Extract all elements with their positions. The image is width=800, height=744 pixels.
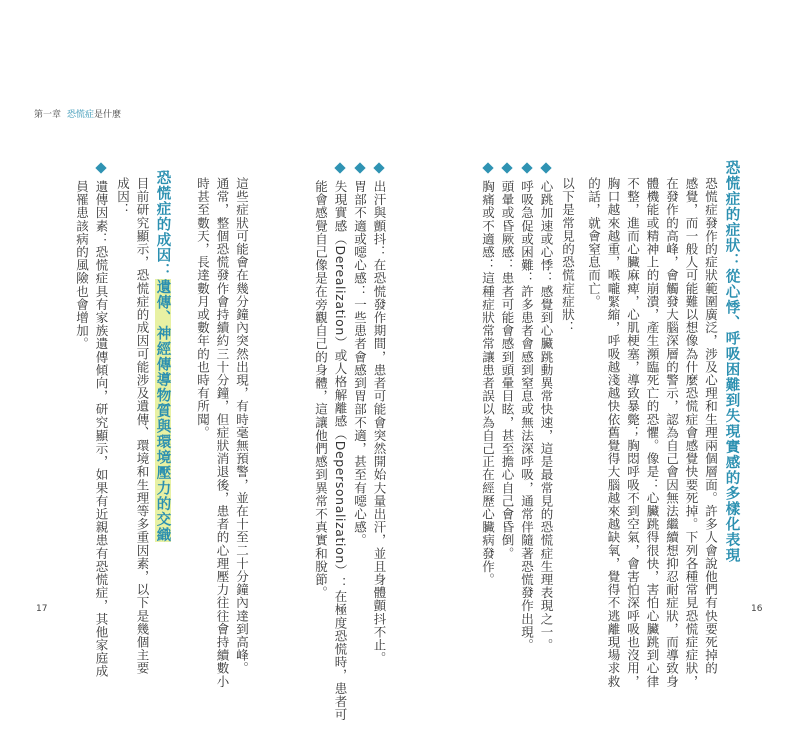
symptom-duration-paragraph xyxy=(193,177,252,688)
list-item: 胃部不適或噁心感：一些患者會感到胃部不適，甚至有噁心感。 xyxy=(350,162,370,721)
diamond-bullet-icon xyxy=(540,162,551,173)
intro-line: 胸口越來越重，喉嚨緊縮，呼吸越淺越快依舊覺得大腦越來越缺氧，覺得不逃離現場求救 xyxy=(606,177,621,688)
chapter-topic-suffix: 是什麼 xyxy=(94,110,122,120)
diamond-bullet-icon xyxy=(501,162,512,173)
intro-line: 恐慌症發作的症狀範圍廣泛，涉及心理和生理兩個層面。許多人會說他們有快要死掉的 xyxy=(703,177,719,675)
paragraph-line: 通常，整個恐慌發作會持續約三十分鐘，但症狀消退後，患者的心理壓力往往會持續數小 xyxy=(215,177,230,688)
list-item: 頭暈或昏厥感：患者可能會感到頭暈目眩，甚至擔心自己會昏倒。 xyxy=(498,162,518,652)
symptom-list-intro xyxy=(558,177,578,334)
intro-line: 感覺，而一般人可能難以想像為什麼恐慌症會感覺快要死掉。下列各種常見恐慌症症狀， xyxy=(684,177,699,688)
list-item: 呼吸急促或困難：許多患者會感到窒息或無法深呼吸，通常伴隨著恐慌發作出現。 xyxy=(517,162,537,652)
paragraph-line: 目前研究顯示，恐慌症的成因可能涉及遺傳、環境和生理等多重因素，以下是幾個主要 xyxy=(135,177,150,675)
list-item: 心跳加速或心悸：感覺到心臟跳動異常快速，這是最常見的恐慌症生理表現之一。 xyxy=(537,162,557,652)
causes-intro-paragraph xyxy=(113,177,152,675)
diamond-bullet-icon xyxy=(482,162,493,173)
symptom-bullet-list xyxy=(478,162,556,652)
list-item: 失現實感（Derealization）或人格解離感（Depersonalization）：在極度恐慌時，患者可 xyxy=(331,162,351,721)
list-item: 出汗與顫抖：在恐慌發作期間，患者可能會突然開始大量出汗，並且身體顫抖不止。 xyxy=(370,162,390,721)
diamond-bullet-icon xyxy=(521,162,532,173)
cause-bullet xyxy=(72,162,111,678)
chapter-topic: 恐慌症 xyxy=(67,110,95,120)
diamond-bullet-icon xyxy=(95,162,106,173)
list-item-continuation: 能會感覺自己像是在旁觀自己的身體，這讓他們感到異常不真實和脫節。 xyxy=(313,180,329,600)
list-item-continuation: 員罹患該病的風險也會增加。 xyxy=(74,180,90,351)
diamond-bullet-icon xyxy=(373,162,384,173)
paragraph-line: 時甚至數天，長達數月或數年的也時有所聞。 xyxy=(195,177,211,439)
intro-line: 的話，就會窒息而亡。 xyxy=(586,177,602,308)
symptoms-intro-paragraph xyxy=(584,177,721,688)
list-item: 胸痛或不適感：這種症狀常常讓患者誤以為自己正在經歷心臟病發作。 xyxy=(478,162,498,652)
list-intro-text: 以下是常見的恐慌症症狀： xyxy=(560,177,576,335)
symptoms-heading: 恐慌症的症狀：從心悸、呼吸困難到失現實感的多樣化表現 xyxy=(723,160,740,563)
causes-heading-highlight: 遺傳、神經傳導物質與環境壓力的交織 xyxy=(154,278,171,542)
left-bullet-list xyxy=(311,162,389,721)
list-item: 遺傳因素：恐慌症具有家族遺傳傾向，研究顯示，如果有近親患有恐慌症，其他家庭成 xyxy=(92,162,112,678)
chapter-label: 第一章 xyxy=(34,110,62,120)
causes-heading: 恐慌症的成因：遺傳、神經傳導物質與環境壓力的交織 xyxy=(154,170,171,542)
paragraph-line: 成因： xyxy=(115,177,131,217)
intro-line: 不整，進而心臟麻痺，心肌梗塞，導致暴斃；胸悶呼吸不到空氣，會害怕深呼吸也沒用， xyxy=(625,177,641,688)
paragraph-line: 這些症狀可能會在幾分鐘內突然出現，有時毫無預警，並在十至二十分鐘內達到高峰。 xyxy=(234,177,250,675)
running-head xyxy=(34,107,121,120)
page-number-left: 17 xyxy=(36,604,48,614)
diamond-bullet-icon xyxy=(334,162,345,173)
right-heading-col xyxy=(721,160,742,563)
diamond-bullet-icon xyxy=(354,162,365,173)
intro-line: 體機能或精神上的崩潰，產生瀕臨死亡的恐懼。像是：心臟跳得很快，害怕心臟跳到心律 xyxy=(645,177,660,688)
left-heading-col xyxy=(152,170,173,542)
intro-line: 在發作的高峰，會觸發大腦深層的警示，認為自己會因無法繼續想抑忍耐症狀，而導致身 xyxy=(664,177,680,688)
page-number-right: 16 xyxy=(751,604,763,614)
